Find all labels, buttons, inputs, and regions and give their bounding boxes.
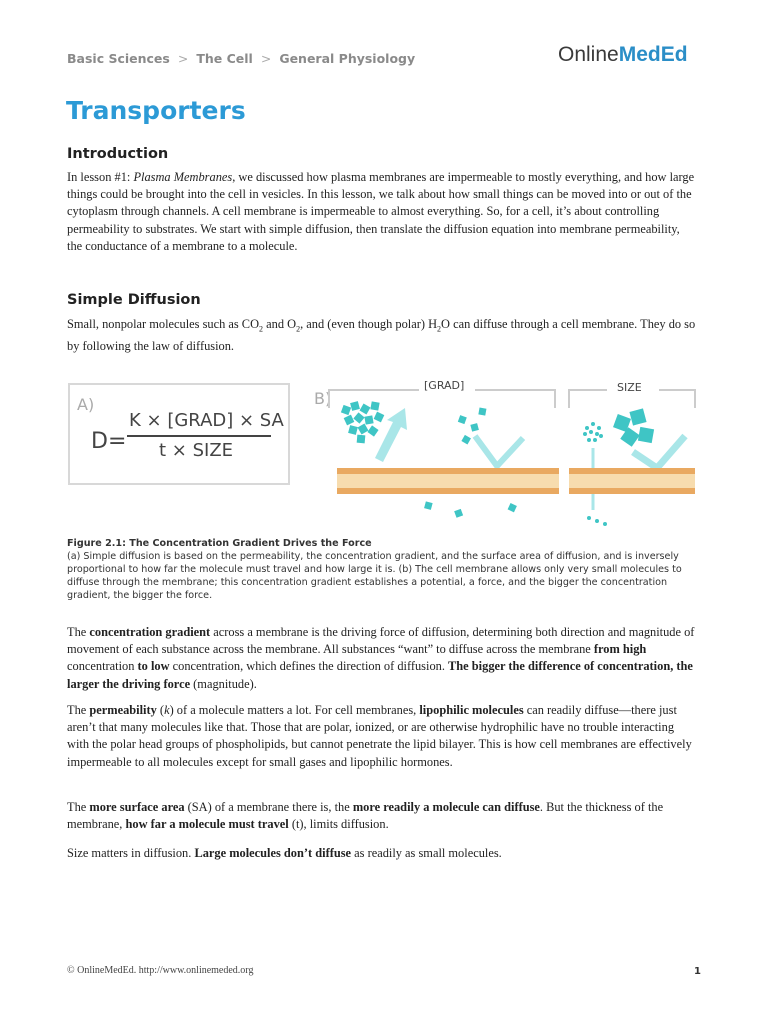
lipid-membrane-b — [337, 468, 559, 494]
page-title: Transporters — [66, 96, 246, 125]
size-bracket-left — [569, 390, 607, 408]
breadcrumb-separator: > — [260, 51, 272, 66]
surface-area-paragraph: The more surface area (SA) of a membrane there is, the more readily a molecule can diffuse. But the thickness of the membrane, how far a molecule must travel (t), limits diffusion. — [67, 800, 664, 832]
breadcrumb-basic-sciences[interactable]: Basic Sciences — [67, 51, 170, 66]
equation-lhs: D= — [91, 429, 127, 454]
page-number: 1 — [694, 966, 701, 977]
breadcrumb-the-cell[interactable]: The Cell — [196, 51, 253, 66]
size-bracket-right — [659, 390, 695, 408]
breadcrumb-separator: > — [177, 51, 189, 66]
molecule-cluster-low — [458, 408, 487, 445]
equation-denominator: t × SIZE — [159, 440, 234, 461]
intro-paragraph: In lesson #1: Plasma Membranes, we discussed how plasma membranes are impermeable to mostly everything, and how large things could be brought into the cell in vesicles. In this lesson, we talk about how small things can be moved into or out of the cytoplasm through channels. A cell membrane is impermeable to almost everything. So, for a cell, it’s about controlling permeability to substrates. We start with simple diffusion, then translate the diffusion equation into membrane permeability, the conductance of a membrane to a molecule. — [67, 170, 695, 253]
diffusion-figure — [67, 378, 697, 528]
breadcrumb — [67, 51, 415, 66]
panel-b-label: B) — [314, 389, 332, 408]
size-label: SIZE — [617, 381, 642, 394]
simple-diffusion-paragraph: Small, nonpolar molecules such as $CO_2$ and $O_2$, and (even though polar) $H_2O$ can diffuse through a cell membrane. They do so by following the law of diffusion. — [67, 317, 696, 353]
figure-caption-text: (a) Simple diffusion is based on the permeability, the concentration gradient, and the surface area of diffusion, and is inversely proportional to how far the molecule must travel and how large it is. (b) The cell membrane allows only very small molecules to diffuse through the membrane; this concentration gradient establishes a potential, a force, and the bigger the concentration gradient, the bigger the force. — [67, 551, 682, 601]
breadcrumb-general-physiology[interactable]: General Physiology — [279, 51, 416, 66]
grad-bracket-right — [475, 390, 555, 408]
figure-caption — [67, 537, 707, 602]
size-paragraph: Size matters in diffusion. Large molecules don’t diffuse as readily as small molecules. — [67, 846, 502, 860]
molecule-cluster-high — [341, 401, 384, 443]
footer-copyright: © OnlineMedEd. http://www.onlinemeded.org — [67, 965, 254, 976]
concentration-gradient-paragraph: The concentration gradient across a membrane is the driving force of diffusion, determining both direction and magnitude of movement of each substance across the membrane. All substances “want” to diffuse across the membrane from high concentration to low concentration, which defines the direction of diffusion. The bigger the difference of concentration, the larger the driving force (magnitude). — [67, 625, 695, 691]
lipid-membrane-size — [569, 468, 695, 494]
diffusion-arrow-small — [475, 436, 523, 466]
section-heading-introduction: Introduction — [67, 146, 169, 162]
small-molecule-cluster — [583, 422, 603, 442]
figure-caption-title: Figure 2.1: The Concentration Gradient Drives the Force — [67, 538, 372, 549]
permeability-paragraph: The permeability (k) of a molecule matters a lot. For cell membranes, lipophilic molecules can readily diffuse—there just aren’t that many molecules like that. Those that are polar, ionized, or are otherwise hydrophilic have no trouble interacting with the polar head groups of phospholipids, but cannot penetrate the lipid bilayer. This is how cell membranes are effectively impermeable to all molecules except for small gases and lipophilic hormones. — [67, 703, 692, 769]
large-molecule-cluster — [613, 408, 654, 446]
molecules-crossed — [424, 501, 517, 517]
grad-label: [GRAD] — [424, 379, 465, 392]
panel-a-label: A) — [77, 395, 95, 414]
equation-numerator: K × [GRAD] × SA — [129, 410, 284, 431]
small-molecules-crossed — [587, 516, 607, 526]
onlinemeded-logo: OnlineMedEd — [558, 43, 688, 66]
section-heading-simple-diffusion: Simple Diffusion — [67, 292, 201, 308]
